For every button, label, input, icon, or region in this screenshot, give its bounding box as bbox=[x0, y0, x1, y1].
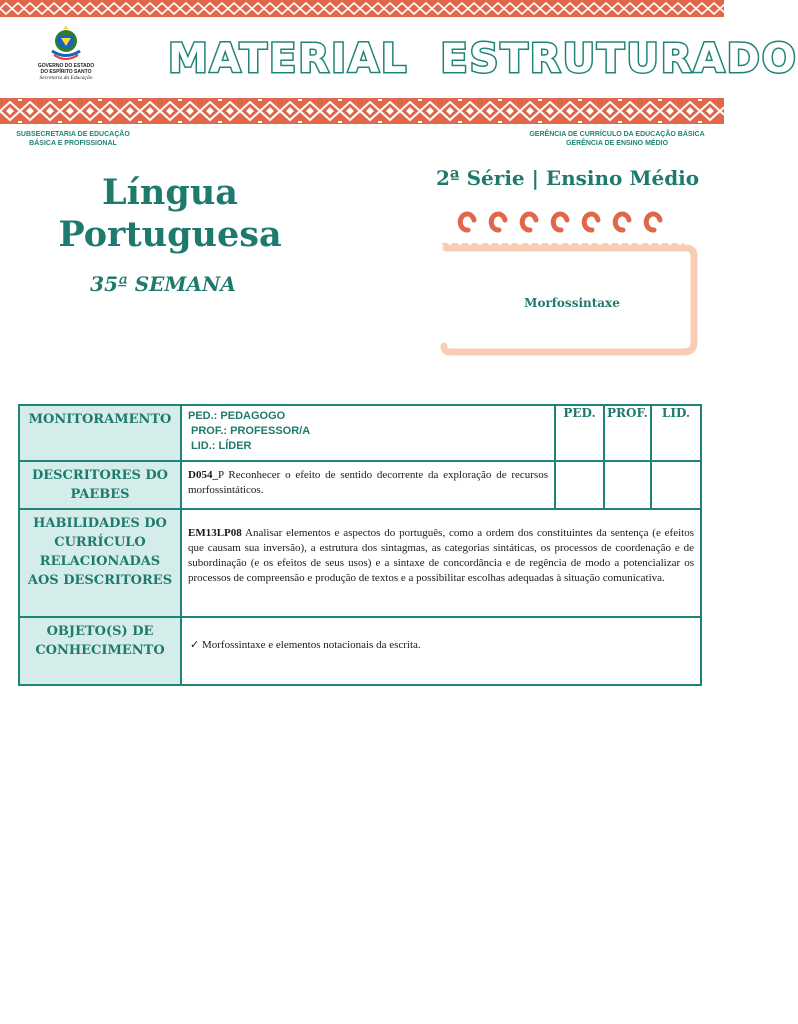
role-pedagogo: PED.: PEDAGOGO bbox=[188, 410, 286, 422]
monitoramento-label: MONITORAMENTO bbox=[19, 405, 181, 461]
descritores-check-ped[interactable] bbox=[555, 461, 604, 509]
habilidade-code: EM13LP08 bbox=[188, 527, 242, 539]
subject-title bbox=[40, 172, 300, 256]
descritor-description: P Reconhecer o efeito de sentido decorrente da exploração de recursos morfossintáticos. bbox=[188, 469, 548, 496]
descritores-check-lid[interactable] bbox=[651, 461, 701, 509]
subsecretaria-line2: BÁSICA E PROFISSIONAL bbox=[29, 140, 117, 147]
grade-label: 2ª Série | Ensino Médio bbox=[436, 166, 700, 190]
table-row-monitoramento bbox=[19, 405, 701, 461]
notebook-graphic bbox=[440, 204, 698, 356]
role-professor: PROF.: PROFESSOR/A bbox=[191, 425, 311, 437]
spiral-rings-icon bbox=[460, 214, 660, 230]
descritor-code: D054_ bbox=[188, 469, 218, 481]
col-lid: LID. bbox=[651, 405, 701, 461]
logo-subtitle: Secretaria da Educação bbox=[39, 75, 93, 81]
table-row-habilidades bbox=[19, 509, 701, 617]
objetos-text bbox=[181, 617, 701, 685]
table-row-objetos bbox=[19, 617, 701, 685]
gerencia-text bbox=[522, 130, 712, 148]
coat-of-arms-icon bbox=[49, 27, 83, 63]
habilidade-description: Analisar elementos e aspectos do português, como a ordem dos constituintes da sentença (e efeitos que causam sua inversão), a estrutura dos sintagmas, as categorias sintáticas, os processos de coordenação e de subordinação (e os efeitos de seus usos) e a sintaxe de concordância e de regência de modo a potencializar os processos de compreensão e produção de textos e a possibilitar escolhas adequadas à situação comunicativa. bbox=[188, 527, 694, 584]
subsecretaria-text bbox=[12, 130, 134, 148]
decorative-band-top bbox=[0, 0, 724, 17]
topic-label: Morfossintaxe bbox=[524, 296, 620, 310]
role-lider: LID.: LÍDER bbox=[191, 440, 252, 452]
logo-text-line1: GOVERNO DO ESTADO bbox=[37, 63, 95, 69]
descritores-text bbox=[181, 461, 555, 509]
roles-cell bbox=[181, 405, 555, 461]
title-word-material: MATERIAL bbox=[168, 36, 409, 82]
objeto-description: Morfossintaxe e elementos notacionais da escrita. bbox=[201, 639, 421, 651]
state-logo bbox=[30, 27, 102, 93]
objetos-label: OBJETO(S) DE CONHECIMENTO bbox=[19, 617, 181, 685]
subsecretaria-line1: SUBSECRETARIA DE EDUCAÇÃO bbox=[16, 131, 130, 138]
habilidades-label: HABILIDADES DO CURRÍCULO RELACIONADAS AOS DESCRITORES bbox=[19, 509, 181, 617]
descritores-label: DESCRITORES DO PAEBES bbox=[19, 461, 181, 509]
logo-text-line2: DO ESPÍRITO SANTO bbox=[40, 69, 92, 75]
monitoring-table bbox=[18, 404, 702, 686]
decorative-band-middle bbox=[0, 98, 724, 124]
descritores-check-prof[interactable] bbox=[604, 461, 651, 509]
title-word-estruturado: ESTRUTURADO bbox=[440, 36, 798, 82]
subject-line1: Língua bbox=[102, 172, 238, 213]
table-row-descritores bbox=[19, 461, 701, 509]
gerencia-line1: GERÊNCIA DE CURRÍCULO DA EDUCAÇÃO BÁSICA bbox=[529, 131, 705, 138]
gerencia-line2: GERÊNCIA DE ENSINO MÉDIO bbox=[565, 140, 669, 147]
week-label: 35ª SEMANA bbox=[90, 272, 236, 296]
main-title bbox=[168, 36, 798, 82]
check-icon: ✓ bbox=[190, 639, 200, 651]
col-prof: PROF. bbox=[604, 405, 651, 461]
col-ped: PED. bbox=[555, 405, 604, 461]
habilidades-text bbox=[181, 509, 701, 617]
subject-line2: Portuguesa bbox=[58, 214, 282, 255]
